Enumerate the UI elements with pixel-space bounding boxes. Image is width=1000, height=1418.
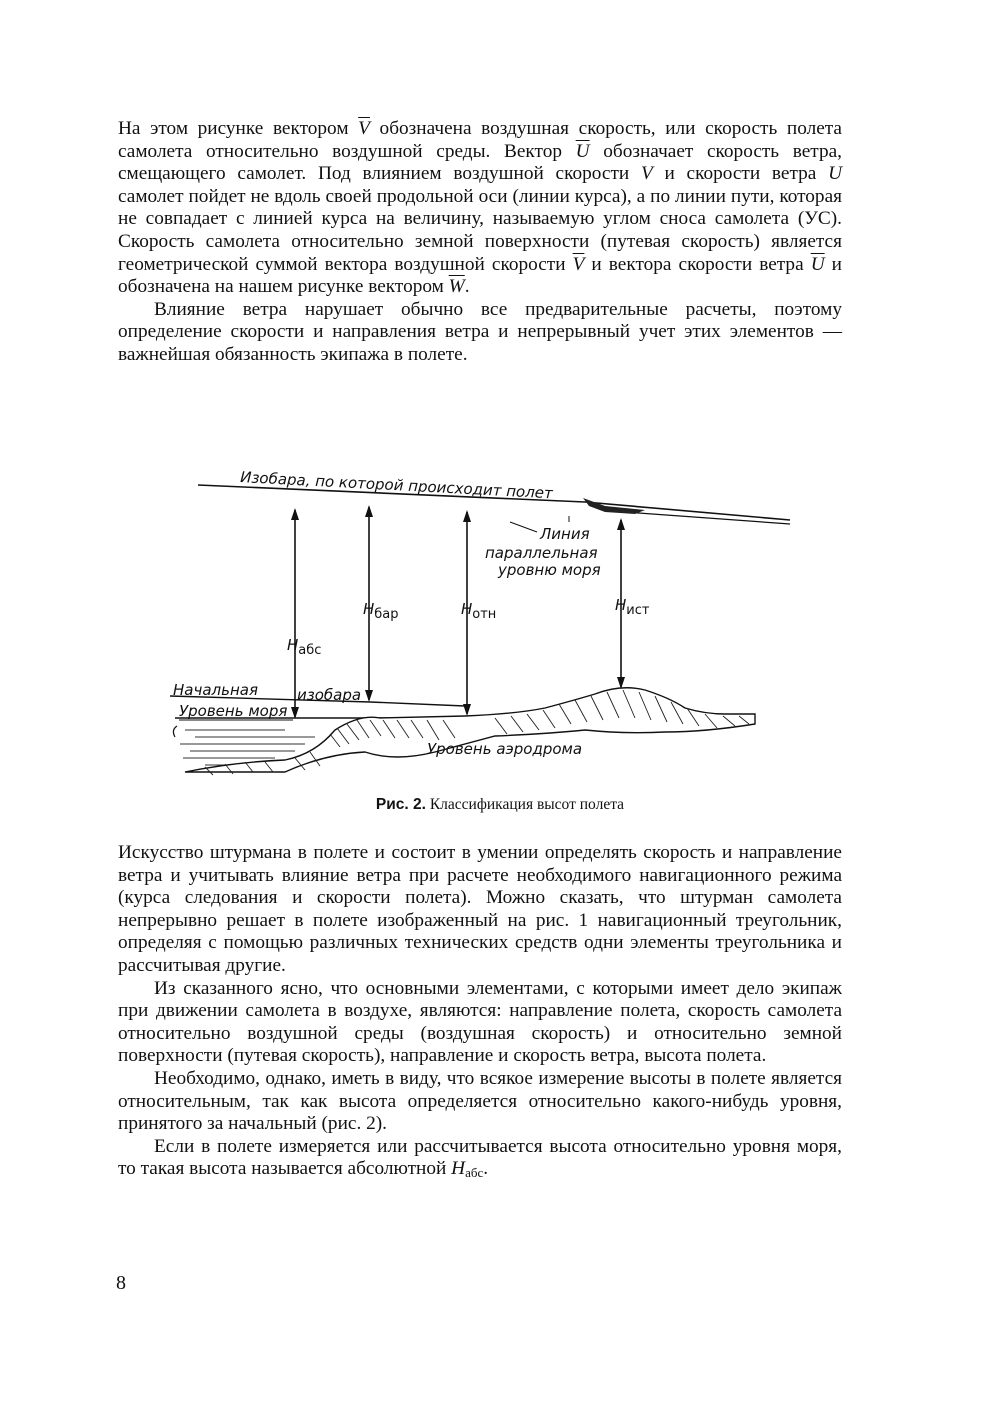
sea-level-label: Уровень моря [179, 702, 288, 720]
text-run: обозначает скорость ветра, смещающего самолет. Под влиянием воздушной скорости [118, 140, 842, 185]
arrowhead [291, 508, 299, 520]
arrowhead [365, 690, 373, 702]
h-ist-label: Hист [615, 596, 650, 618]
text-run: обозначена воздушная скорость, или скорость полета самолета относительно воздушной среды. Вектор [118, 118, 842, 162]
vector-v: $\overline{V}$ [572, 253, 585, 275]
arrowhead [291, 707, 299, 719]
altitude-classification-figure [165, 462, 805, 787]
h-bar-label: Hбар [363, 600, 399, 622]
flight-isobar-label: Изобара, по которой происходит полет [239, 468, 554, 503]
paragraph-main-elements: Из сказанного ясно, что основными элементами, с которыми имеет дело экипаж при движении самолета в воздухе, являются: направление полета, скорость самолета относительно воздушной среды (воздушная скорость) и относительно земной поверхности (путевая скорость), направление и скорость ветра, высота полета. [118, 977, 842, 1067]
page-number: 8 [116, 1272, 126, 1294]
text-run: и скорости ветра [652, 163, 829, 185]
bottom-text-block [118, 842, 842, 1185]
h-otn-label: Hотн [461, 600, 497, 622]
altitude-diagram [165, 462, 805, 787]
text-run: Если в полете измеряется или рассчитывается высота относительно уровня моря, то такая высота называется абсолютной [118, 1135, 842, 1180]
shore-curve [173, 726, 177, 737]
arrowhead [463, 510, 471, 522]
parallel-line-label-2: параллельная [485, 544, 598, 562]
figure-caption [0, 796, 1000, 814]
paragraph-vectors [118, 118, 842, 299]
text-run: . [464, 276, 470, 298]
text-run: . [483, 1158, 489, 1180]
symbol-v: V [640, 163, 653, 185]
paragraph-navigator-skill: Искусство штурмана в полете и состоит в умении определять скорость и направление ветра и учитывать влияние ветра при расчете необходимого навигационного режима (курса следования и скорости полета). Можно сказать, что штурман самолета непрерывно решает в полете изображенный на рис. 1 навигационный треугольник, определяя с помощью различных технических средств одни элементы треугольника и рассчитывая другие. [118, 842, 842, 976]
paragraph-absolute-altitude [118, 1136, 842, 1185]
text-run: На этом рисунке вектором [118, 118, 359, 139]
paragraph-relative-altitude: Необходимо, однако, иметь в виду, что всякое измерение высоты в полете является относительным, так как высота определяется относительно какого-нибудь уровня, принятого за начальный (рис. 2). [118, 1067, 842, 1135]
vector-u: $\overline{U}$ [575, 140, 590, 162]
paragraph-wind-influence: Влияние ветра нарушает обычно все предварительные расчеты, поэтому определение скорости и направления ветра и непрерывный учет этих элементов — важнейшая обязанность экипажа в полете. [118, 298, 842, 365]
arrowhead [617, 518, 625, 530]
vector-u: $\overline{U}$ [810, 253, 825, 275]
symbol-u: U [828, 163, 842, 185]
initial-isobar-label-1: Начальная [173, 681, 258, 699]
top-text-block [118, 118, 842, 367]
vector-v: $\overline{V}$ [358, 118, 370, 139]
caption-prefix: Рис. 2. [375, 796, 426, 813]
parallel-line-label-1: Линия [540, 525, 590, 543]
airfield-level-label: Уровень аэродрома [427, 740, 583, 758]
arrowhead [365, 505, 373, 517]
symbol-h-sub: абс [465, 1165, 484, 1181]
vector-w: $\overline{W}$ [448, 276, 465, 298]
initial-isobar-label-2: изобара [297, 686, 362, 704]
symbol-h: H [451, 1158, 466, 1180]
caption-text: Классификация высот полета [425, 796, 625, 813]
text-run: и вектора скорости ветра [584, 253, 811, 275]
text-run: и обозначена на нашем рисунке вектором [118, 253, 842, 298]
text-run: самолет пойдет не вдоль своей продольной оси (линии курса), а по линии пути, которая не совпадает с линией курса на величину, называемую углом сноса самолета (УС). Скорость самолета относительно земной поверхности (путевая скорость) является геометрической суммой вектора воздушной скорости [118, 185, 842, 275]
parallel-line-label-3: уровню моря [498, 561, 601, 579]
h-abs-label: Hабс [287, 636, 322, 658]
